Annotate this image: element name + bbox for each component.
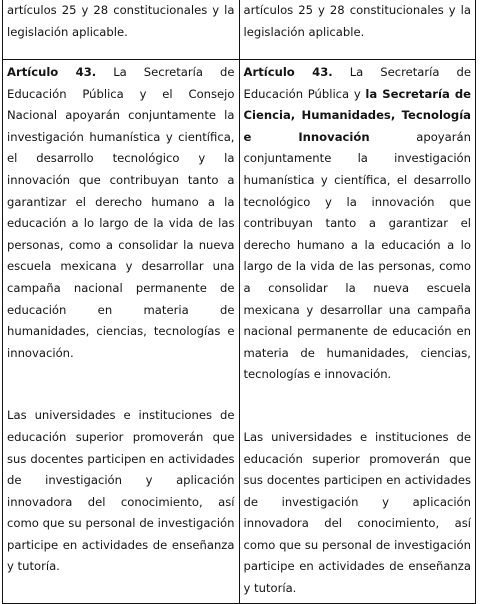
article-paragraph-1	[244, 62, 472, 386]
comparison-table	[2, 0, 476, 604]
cell-text: artículos 25 y 28 constitucionales y la legislación aplicable.	[7, 3, 235, 39]
table-row	[3, 60, 476, 604]
article-paragraph-2: Las universidades e instituciones de educación superior promoverán que sus docentes participen en actividades de investigación y aplicación innovadora del conocimiento, así como que su personal de investigación participe en actividades de enseñanza y tutoría.	[7, 408, 235, 574]
left-cell-previous-text	[3, 0, 240, 60]
left-cell-article-43	[3, 60, 240, 604]
paragraph-spacer	[244, 386, 472, 427]
article-paragraph-1	[7, 62, 235, 364]
right-cell-article-43	[239, 60, 476, 604]
article-heading: Artículo 43.	[243, 65, 333, 79]
article-heading: Artículo 43.	[7, 65, 97, 79]
paragraph-text: La Secretaría de Educación Pública y el Consejo Nacional apoyarán conjuntamente la investigación humanística y científica, el desarrollo tecnológico y la innovación que contribuyan tanto a garantizar el derecho humano a la educación a lo largo de la vida de las personas, como a consolidar la nueva escuela mexicana y desarrollar una campaña nacional permanente de educación en materia de humanidades, ciencias, tecnologías e innovación.	[7, 65, 235, 360]
paragraph-text: apoyarán conjuntamente la investigación humanística y científica, el desarrollo tecnológico y la innovación que contribuyan tanto a garantizar el derecho humano a la educación a lo largo de la vida de las personas, como a consolidar la nueva escuela mexicana y desarrollar una campaña nacional permanente de educación en materia de humanidades, ciencias, tecnologías e innovación.	[243, 129, 471, 382]
paragraph-spacer	[7, 364, 235, 405]
document-page	[2, 0, 476, 596]
cell-text: artículos 25 y 28 constitucionales y la legislación aplicable.	[243, 3, 471, 39]
article-paragraph-2: Las universidades e instituciones de educación superior promoverán que sus docentes participen en actividades de investigación y aplicación innovadora del conocimiento, así como que su personal de investigación participe en actividades de enseñanza y tutoría.	[243, 429, 471, 596]
paragraph-text: La Secretaría de Educación Pública y	[243, 65, 472, 101]
table-row	[3, 0, 476, 60]
highlighted-amendment-text: la Secretaría de Ciencia, Humanidades, Tecnología e Innovación	[243, 86, 471, 144]
right-cell-previous-text	[239, 0, 476, 60]
